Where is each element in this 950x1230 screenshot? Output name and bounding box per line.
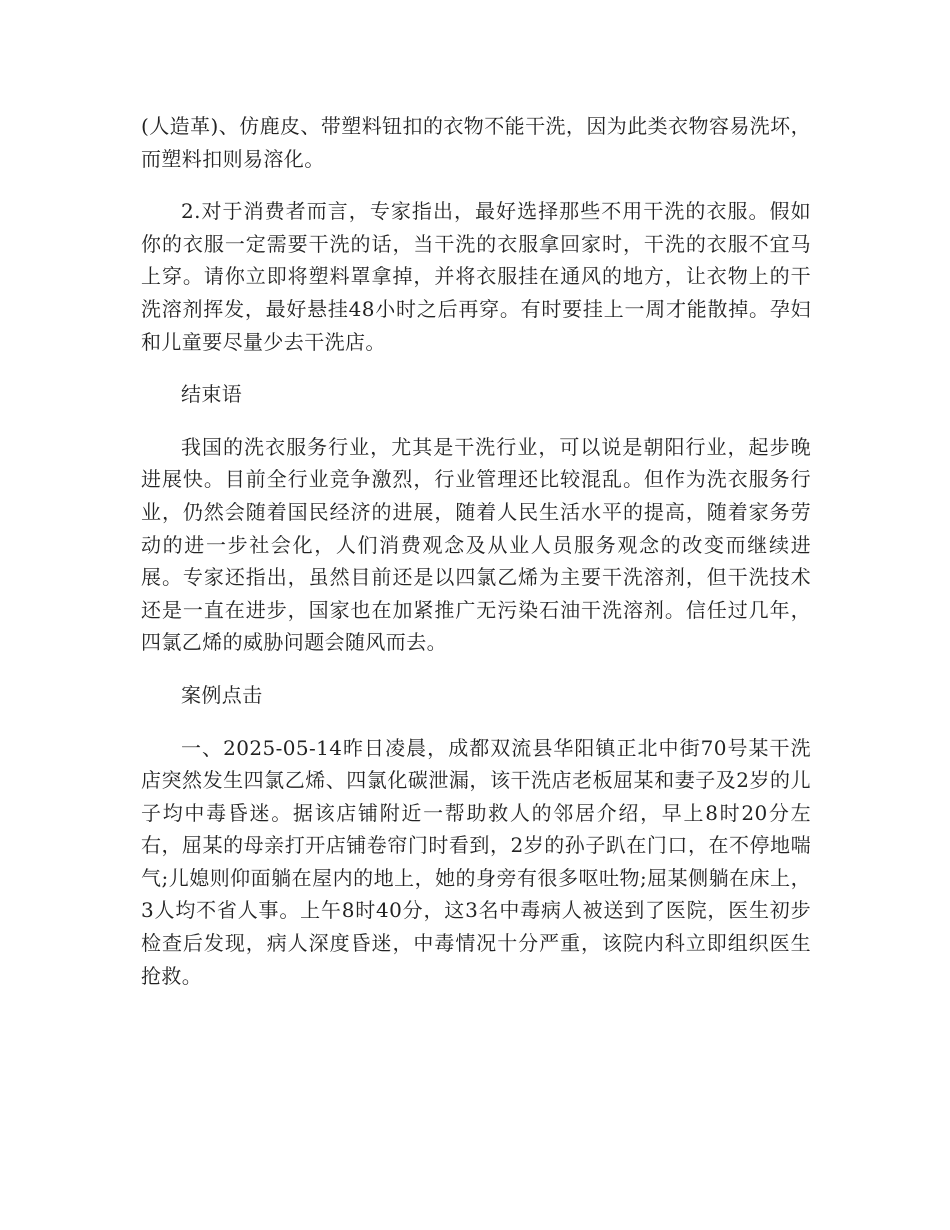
- paragraph-consumer-advice: 2.对于消费者而言，专家指出，最好选择那些不用干洗的衣服。假如你的衣服一定需要干洗的话，当干洗的衣服拿回家时，干洗的衣服不宜马上穿。请你立即将塑料罩拿掉，并将衣服挂在通风的地方，让衣物上的干洗溶剂挥发，最好悬挂48小时之后再穿。有时要挂上一周才能散掉。孕妇和儿童要尽量少去干洗店。: [141, 199, 811, 354]
- paragraph-conclusion: 我国的洗衣服务行业，尤其是干洗行业，可以说是朝阳行业，起步晚进展快。目前全行业竞争激烈，行业管理还比较混乱。但作为洗衣服务行业，仍然会随着国民经济的进展，随着人民生活水平的提高，随着家务劳动的进一步社会化，人们消费观念及从业人员服务观念的改变而继续进展。专家还指出，虽然目前还是以四氯乙烯为主要干洗溶剂，但干洗技术还是一直在进步，国家也在加紧推广无污染石油干洗溶剂。信任过几年，四氯乙烯的威胁问题会随风而去。: [141, 434, 811, 655]
- document-body: [141, 110, 811, 1012]
- paragraph-continuation: (人造革)、仿鹿皮、带塑料钮扣的衣物不能干洗，因为此类衣物容易洗坏，而塑料扣则易溶化。: [141, 114, 811, 171]
- section-heading-case-study: 案例点击: [181, 682, 263, 707]
- paragraph-case-one: 一、2025-05-14昨日凌晨，成都双流县华阳镇正北中街70号某干洗店突然发生四氯乙烯、四氯化碳泄漏，该干洗店老板屈某和妻子及2岁的儿子均中毒昏迷。据该店铺附近一帮助救人的邻居介绍，早上8时20分左右，屈某的母亲打开店铺卷帘门时看到，2岁的孙子趴在门口，在不停地喘气;儿媳则仰面躺在屋内的地上，她的身旁有很多呕吐物;屈某侧躺在床上，3人均不省人事。上午8时40分，这3名中毒病人被送到了医院，医生初步检查后发现，病人深度昏迷，中毒情况十分严重，该院内科立即组织医生抢救。: [141, 735, 811, 988]
- section-heading-conclusion: 结束语: [181, 382, 243, 407]
